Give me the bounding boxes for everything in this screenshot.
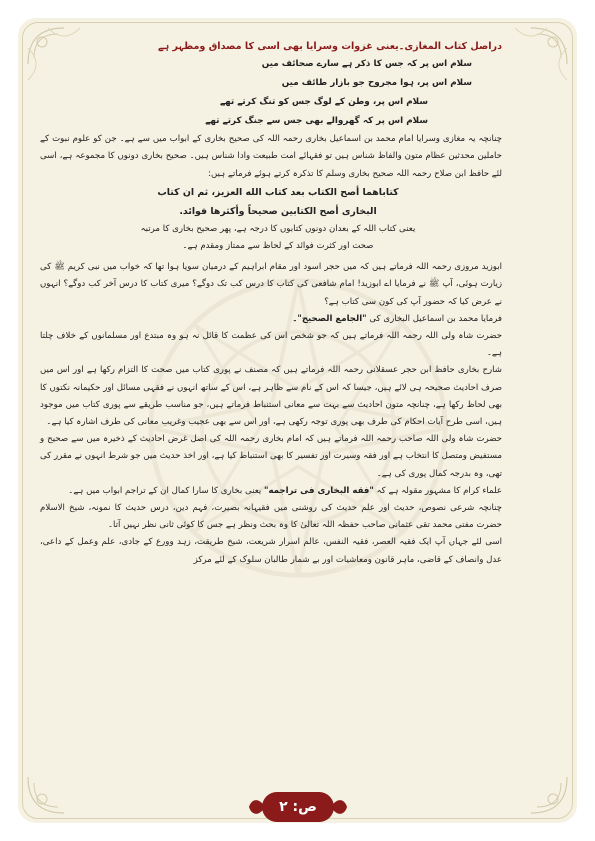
paragraph: [40, 311, 516, 328]
arabic-quote: البخاری أصح الكتابين صحيحاً وأكثرها فوائد.: [179, 205, 377, 217]
document-body: [40, 38, 516, 569]
verse-line: سلام اس پر کہ جس کا ذکر ہے سارے صحائف میں: [261, 59, 472, 70]
leaf-ornament-icon: [330, 794, 348, 820]
paragraph: ابوزید مروزی رحمہ اللہ فرماتے ہیں کہ میں حجر اسود اور مقام ابراہیم کے درمیان سویا ہوا تھا کہ خواب میں نبی کریم ﷺ کی زیارت ہوئی، آپ ﷺ نے فرمایا اے ابوزید! امام شافعی کی کتاب کا درس کب تک دوگے؟ میری کتاب کا درس آخر کب دوگے؟ انہوں نے عرض کیا کہ حضور آپ کی کون سی کتاب ہے؟: [40, 262, 502, 307]
arabic-quote: كتاباهما أصح الكتاب بعد كتاب الله العزيز، ثم ان كتاب: [157, 186, 399, 198]
corner-ornament-icon: [501, 747, 571, 817]
intro-line: دراصل کتاب المغازی۔یعنی غزوات وسرایا بھی اسی کا مصداق ومظہر ہے: [157, 41, 502, 52]
arabic-saying: "فقه البخاری فی تراجمه": [263, 485, 374, 496]
paragraph: حضرت شاہ ولی اللہ رحمہ اللہ فرماتے ہیں کہ جو شخص اس کی عظمت کا قائل نہ ہو وہ مبتدع اور مسلمانوں کے خلاف چلتا ہے۔: [40, 331, 502, 359]
verse-line: سلام اس پر، وطن کے لوگ جس کو تنگ کرتے تھے: [219, 97, 428, 108]
paragraph: شارح بخاری حافظ ابن حجر عسقلانی رحمہ اللہ فرماتے ہیں کہ مصنف نے پوری کتاب میں صحت کا التزام رکھا ہے اور اس میں صرف احادیث صحیحہ ہی لائے ہیں، جیسا کہ اس کے نام سے ظاہر ہے، اس کے ساتھ انہوں نے فقہی مسائل اور حکیمانہ نکتوں کا بھی لحاظ رکھا ہے، چنانچہ متون احادیث سے بہت سے معانی استنباط فرماتے ہیں، جو مناسب طریقے سے پوری کتاب میں موجود ہیں، اسی طرح آیات احکام کی طرف بھی پوری توجہ رکھی ہے، اور اس سے بھی عجیب وغریب معانی کی طرف اشارہ کیا ہے۔: [40, 365, 502, 428]
paragraph: چنانچہ شرعی نصوص، حدیث اور علم حدیث کی روشنی میں فقیہانہ بصیرت، فہم دین، درس حدیث کا نمونہ، شیخ الاسلام حضرت مفتی محمد تقی عثمانی صاحب حفظہ اللہ تعالیٰ کا وہ بحث ونظر ہے جس کا کوئی ثانی نظر نہیں آتا۔: [40, 503, 502, 531]
paragraph-text: فرمایا محمد بن اسماعیل البخاری کی: [369, 313, 502, 324]
paragraph: چنانچہ یہ مغازی وسرایا امام محمد بن اسماعیل بخاری رحمہ اللہ کی صحیح بخاری کے ابواب میں سے ہے۔ جن کو علوم نبوت کے حاملین محدثین عظام متون والفاظ شناس ہیں تو فقہائے امت طبیعت وادا شناس ہیں۔ صحیح بخاری دونوں کا مجموعہ ہے، اسی لئے حافظ ابن صلاح رحمہ اللہ صحیح بخاری وسلم کا تذکرہ کرتے ہوئے فرماتے ہیں:: [40, 134, 502, 179]
corner-ornament-icon: [24, 747, 94, 817]
page-number: ص: ٢: [262, 792, 334, 822]
paragraph: حضرت شاہ ولی اللہ صاحب رحمہ اللہ فرماتے ہیں کہ امام بخاری رحمہ اللہ کی اصل غرض احادیث کے ذخیرہ میں سے صحیح و مستفیض ومتصل کا انتخاب ہے اور فقہ وسیرت اور تفسیر کا بھی استنباط کیا ہے، اور اخذ حدیث میں جو شرط انہوں نے مقرر کی تھی، وہ بدرجہ کمال پوری کی ہے۔: [40, 434, 502, 479]
book-title: "الجامع الصحيح"۔: [292, 313, 367, 324]
page-number-badge: [248, 790, 348, 824]
paragraph-text: علماء کرام کا مشہور مقولہ ہے کہ: [376, 485, 502, 496]
translation-line: یعنی کتاب اللہ کے بعدان دونوں کتابوں کا درجہ ہے، پھر صحیح بخاری کا مرتبہ: [140, 223, 416, 234]
translation-line: صحت اور کثرت فوائد کے لحاظ سے ممتاز ومقدم ہے۔: [182, 241, 374, 252]
verse-line: سلام اس پر، ہوا مجروح جو بازار طائف میں: [281, 78, 472, 89]
paragraph-text: یعنی بخاری کا سارا کمال ان کے تراجم ابواب میں ہے۔: [68, 485, 262, 496]
paragraph: [40, 483, 516, 500]
verse-line: سلام اس پر کہ گھروالے بھی جس سے جنگ کرتے تھے: [205, 116, 428, 127]
paragraph: اسی لئے جہاں آپ ایک فقیہ العصر، فقیہ النفس، عالم اسرار شریعت، شیخ طریقت، زہد وورع کے جادی، علم وعمل کے داعی، عدل وانصاف کے قاضی، ماہر قانون ومعاشیات اور بے شمار طالبان سلوک کے لئے مرکز: [40, 537, 502, 565]
